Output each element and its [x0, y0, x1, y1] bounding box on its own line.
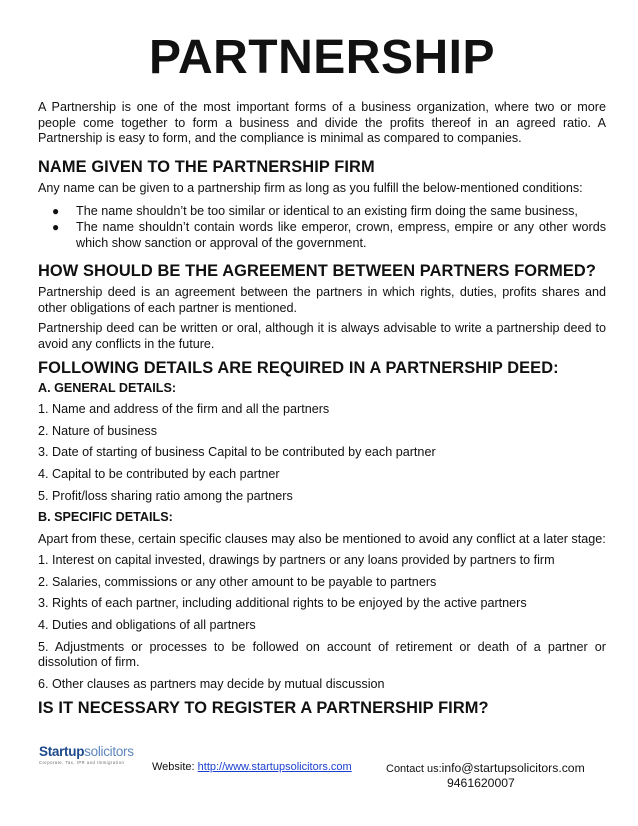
section-heading-agreement: HOW SHOULD BE THE AGREEMENT BETWEEN PARTNERS FORMED? [38, 262, 596, 281]
general-details-heading: A. GENERAL DETAILS: [38, 380, 177, 395]
list-item: 3. Rights of each partner, including additional rights to be enjoyed by the active partners [38, 596, 527, 611]
section-heading-name: NAME GIVEN TO THE PARTNERSHIP FIRM [38, 157, 375, 176]
specific-details-heading: B. SPECIFIC DETAILS: [38, 510, 173, 525]
bullet-icon: ● [52, 219, 60, 234]
contact-line [386, 761, 585, 775]
list-item: 3. Date of starting of business Capital to be contributed by each partner [38, 445, 436, 460]
website-label: Website: [152, 761, 195, 773]
contact-label: Contact us: [386, 763, 442, 775]
logo-tagline: Corporate, Tax, IPR and Immigration [39, 760, 125, 765]
website-line [152, 761, 352, 773]
page-footer [38, 744, 606, 804]
list-item: 1. Name and address of the firm and all the partners [38, 402, 330, 417]
bullet-icon: ● [52, 204, 60, 219]
list-item: 2. Salaries, commissions or any other amount to be payable to partners [38, 574, 437, 589]
document-body [38, 100, 606, 718]
logo-wordmark: Startupsolicitors [39, 744, 134, 759]
list-item: ● The name shouldn’t be too similar or identical to an existing firm doing the same business, [52, 204, 578, 219]
email-address[interactable]: info@startupsolicitors.com [441, 761, 585, 775]
name-conditions-text: Any name can be given to a partnership firm as long as you fulfill the below-mentioned conditions: [38, 180, 583, 195]
list-item: 4. Capital to be contributed by each partner [38, 466, 280, 481]
intro-paragraph: A Partnership is one of the most important forms of a business organization, where two or more people come together to form a business and divide the profits thereof in an agreed ratio. A Partnership is easy to form, and the compliance is minimal as compared to companies. [38, 100, 606, 146]
list-item: 6. Other clauses as partners may decide by mutual discussion [38, 676, 385, 691]
section-heading-register: IS IT NECESSARY TO REGISTER A PARTNERSHIP FIRM? [38, 699, 489, 718]
agreement-paragraph-2: Partnership deed can be written or oral, although it is always advisable to write a partnership deed to avoid any conflicts in the future. [38, 321, 606, 351]
list-item: 5. Adjustments or processes to be followed on account of retirement or death of a partner or dissolution of firm. [38, 639, 606, 670]
list-item: 1. Interest on capital invested, drawings by partners or any loans provided by partners to firm [38, 553, 555, 568]
website-link[interactable]: http://www.startupsolicitors.com [197, 761, 352, 773]
section-heading-details: FOLLOWING DETAILS ARE REQUIRED IN A PARTNERSHIP DEED: [38, 358, 559, 377]
list-item: ● The name shouldn’t contain words like emperor, crown, empress, empire or any other words which show sanction or approval of the government. [52, 219, 606, 250]
agreement-paragraph-1: Partnership deed is an agreement between the partners in which rights, duties, profits shares and other obligations of each partner is mentioned. [38, 285, 606, 315]
list-item: 4. Duties and obligations of all partners [38, 618, 256, 633]
list-item: 2. Nature of business [38, 423, 158, 438]
page-title: PARTNERSHIP [149, 31, 495, 84]
phone-number: 9461620007 [447, 776, 515, 790]
name-conditions-list [38, 204, 606, 251]
company-logo [39, 744, 159, 765]
list-item: 5. Profit/loss sharing ratio among the partners [38, 488, 293, 503]
specific-details-intro: Apart from these, certain specific clauses may also be mentioned to avoid any conflict at a later stage: [38, 531, 606, 546]
